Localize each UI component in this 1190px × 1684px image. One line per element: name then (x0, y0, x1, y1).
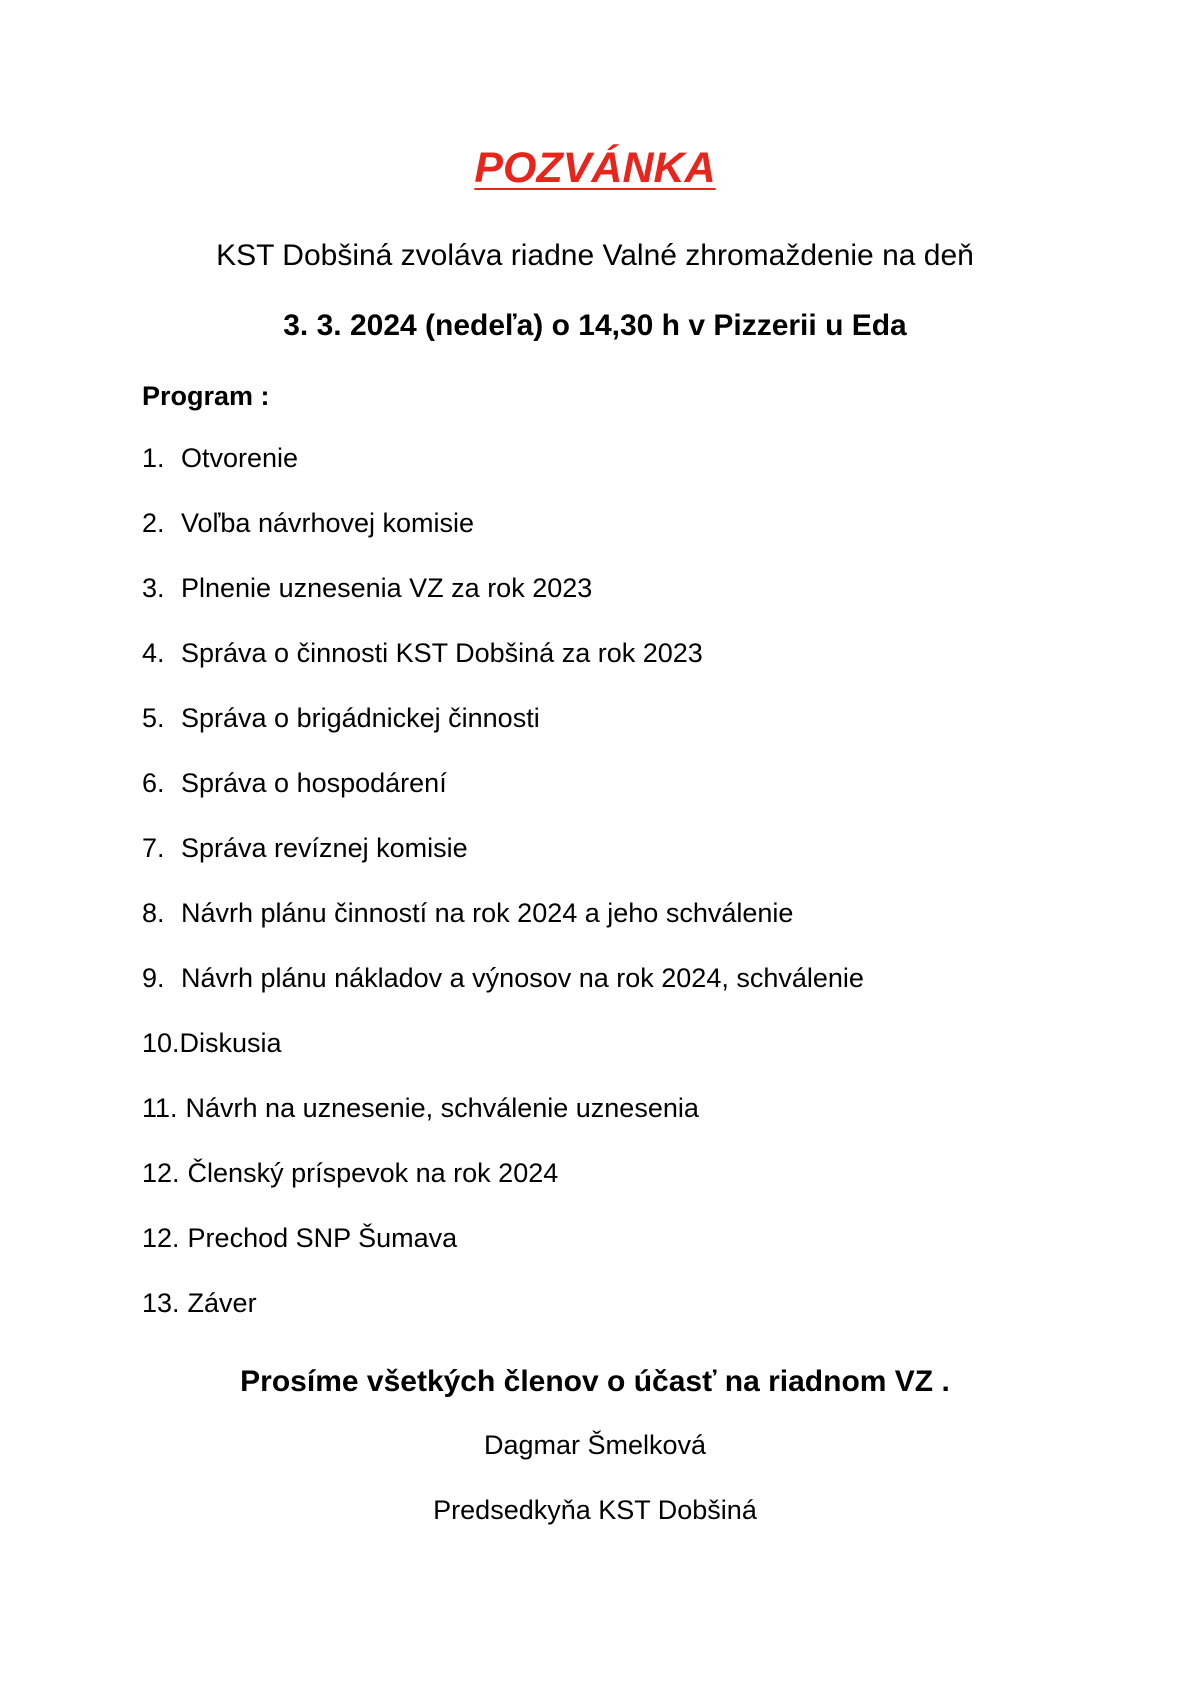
agenda-item-number: 12. (142, 1223, 180, 1253)
agenda-item-text: Správa revíznej komisie (181, 833, 468, 863)
agenda-item (142, 1090, 699, 1126)
agenda-item (142, 765, 447, 801)
agenda-item-text: Členský príspevok na rok 2024 (187, 1158, 559, 1188)
agenda-item-number: 11. (142, 1093, 178, 1123)
agenda-item (142, 505, 474, 541)
agenda-item-number: 9. (142, 963, 165, 993)
agenda-item-text: Prechod SNP Šumava (187, 1223, 458, 1253)
agenda-item (142, 1220, 457, 1256)
agenda-item (142, 830, 468, 866)
agenda-item-number: 12. (142, 1158, 180, 1188)
agenda-item (142, 960, 864, 996)
page-title: POZVÁNKA (474, 144, 716, 192)
event-date-line: 3. 3. 2024 (nedeľa) o 14,30 h v Pizzerii u Eda (283, 309, 907, 342)
agenda-item (142, 895, 793, 931)
signature-role: Predsedkyňa KST Dobšiná (433, 1495, 757, 1525)
agenda-item-text: Návrh plánu nákladov a výnosov na rok 2024, schválenie (181, 963, 864, 993)
agenda-item-text: Voľba návrhovej komisie (181, 508, 475, 538)
agenda-item (142, 570, 592, 606)
agenda-item-text: Plnenie uznesenia VZ za rok 2023 (181, 573, 593, 603)
agenda-item (142, 635, 703, 671)
agenda-item-number: 6. (142, 768, 165, 798)
agenda-item (142, 1025, 282, 1061)
agenda-item-number: 7. (142, 833, 165, 863)
agenda-item-text: Otvorenie (181, 443, 299, 473)
intro-text: KST Dobšiná zvoláva riadne Valné zhromaždenie na deň (216, 239, 974, 272)
agenda-item-number: 1. (142, 443, 165, 473)
agenda-item-text: Návrh plánu činností na rok 2024 a jeho schválenie (181, 898, 794, 928)
agenda-item-number: 8. (142, 898, 165, 928)
program-label: Program : (142, 381, 270, 411)
closing-note: Prosíme všetkých členov o účasť na riadnom VZ . (240, 1365, 950, 1398)
agenda-item-text: Záver (187, 1288, 257, 1318)
agenda-item (142, 700, 540, 736)
agenda-item (142, 1155, 558, 1191)
agenda-item-number: 3. (142, 573, 165, 603)
agenda-item (142, 440, 298, 476)
agenda-item-number: 5. (142, 703, 165, 733)
agenda-item (142, 1285, 257, 1321)
agenda-item-number: 4. (142, 638, 165, 668)
agenda-item-number: 2. (142, 508, 165, 538)
agenda-item-number: 10. (142, 1028, 180, 1058)
signature-name: Dagmar Šmelková (483, 1430, 707, 1460)
agenda-item-text: Diskusia (179, 1028, 282, 1058)
agenda-item-text: Správa o brigádnickej činnosti (181, 703, 540, 733)
agenda-item-number: 13. (142, 1288, 180, 1318)
agenda-item-text: Správa o činnosti KST Dobšiná za rok 2023 (181, 638, 703, 668)
agenda-item-text: Návrh na uznesenie, schválenie uznesenia (185, 1093, 699, 1123)
agenda-item-text: Správa o hospodárení (181, 768, 447, 798)
